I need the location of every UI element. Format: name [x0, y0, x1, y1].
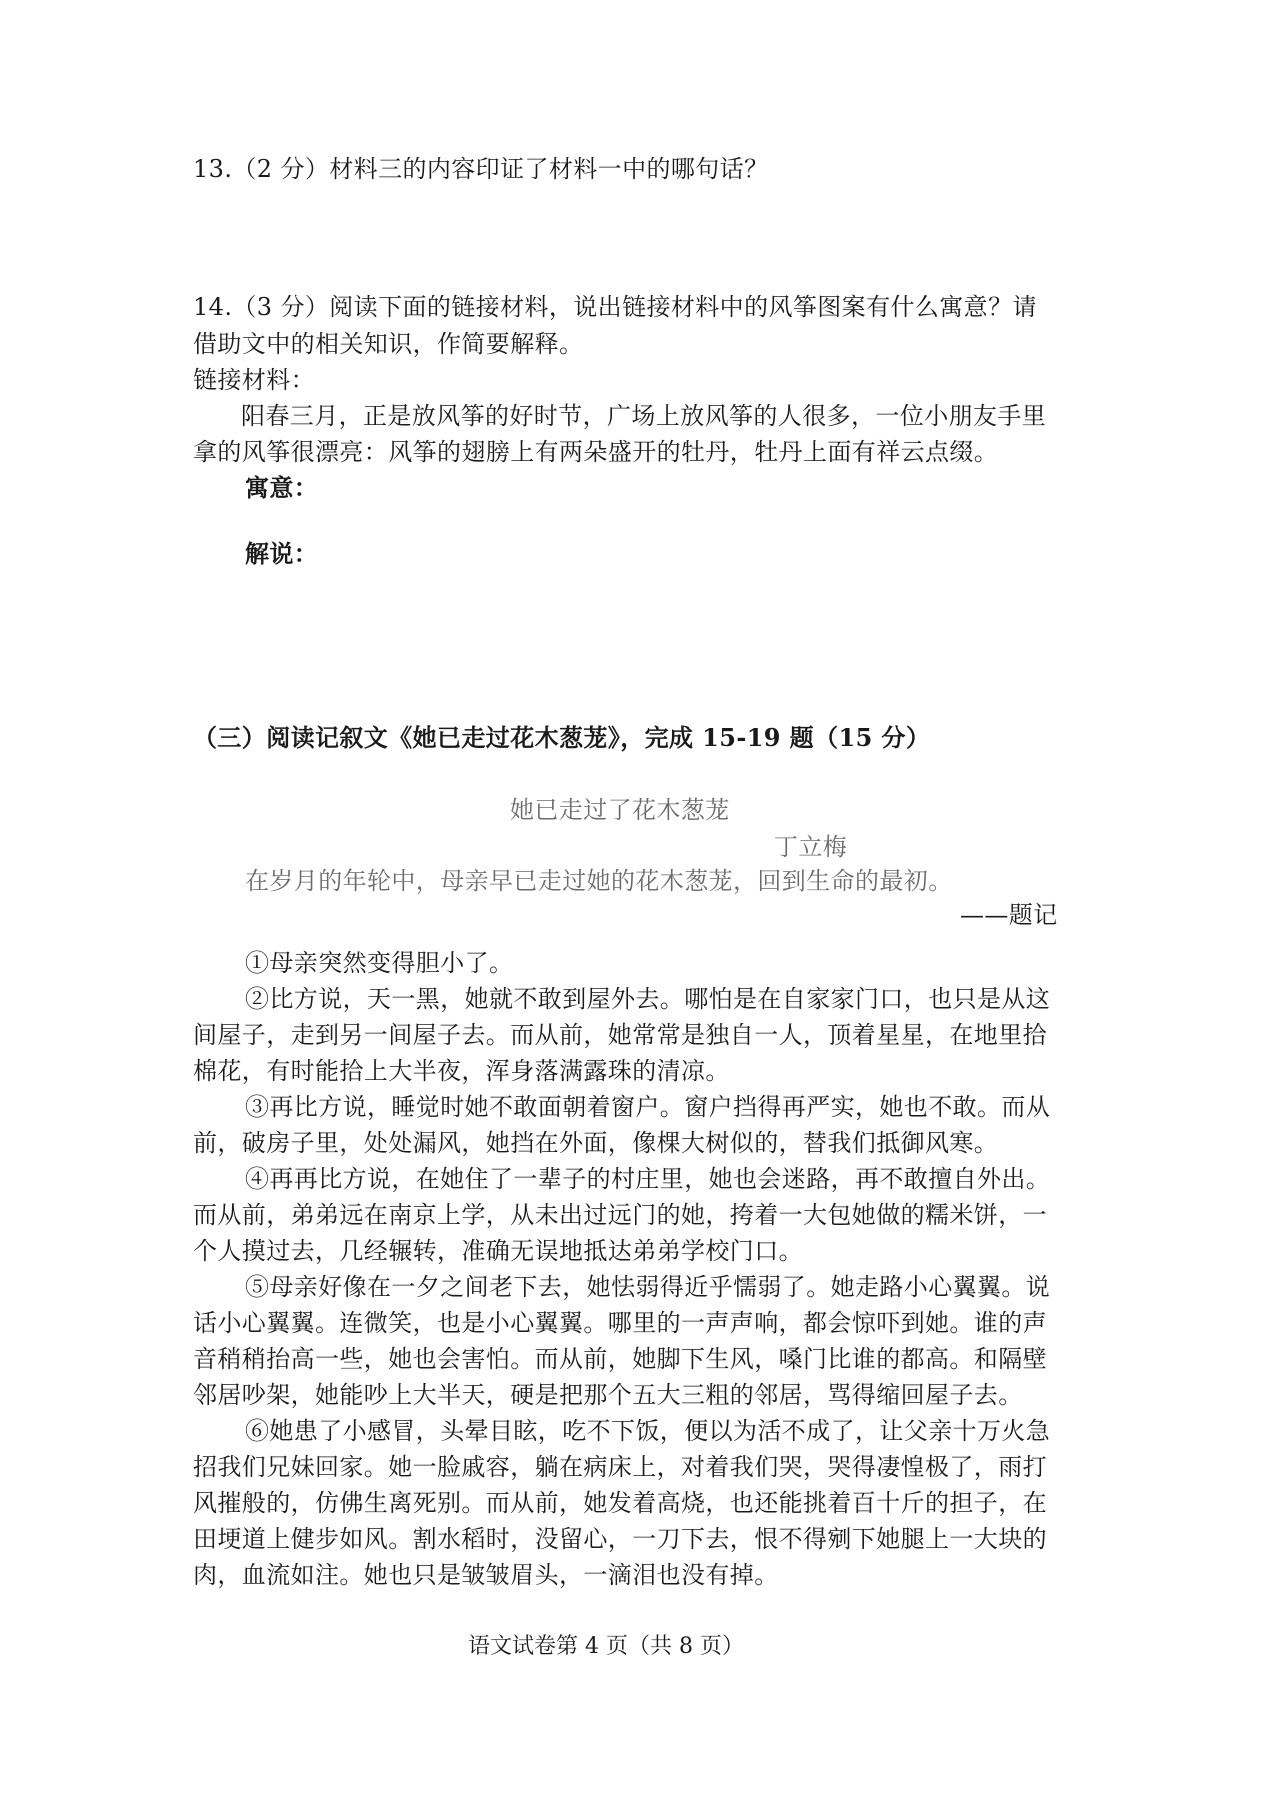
article-line: ⑥她患了小感冒，头晕目眩，吃不下饭，便以为活不成了，让父亲十万火急 — [245, 1417, 1051, 1445]
article-line: 邻居吵架，她能吵上大半天，硬是把那个五大三粗的邻居，骂得缩回屋子去。 — [193, 1381, 1023, 1409]
article-line: 风摧般的，仿佛生离死别。而从前，她发着高烧，也还能挑着百十斤的担子，在 — [193, 1489, 1047, 1517]
link-material-line-2: 拿的风筝很漂亮：风筝的翅膀上有两朵盛开的牡丹，牡丹上面有祥云点缀。 — [193, 438, 999, 466]
article-line: 个人摸过去，几经辗转，准确无误地抵达弟弟学校门口。 — [193, 1237, 803, 1265]
section-3-heading: （三）阅读记叙文《她已走过花木葱茏》，完成 15-19 题（15 分） — [193, 723, 931, 752]
article-line: 前，破房子里，处处漏风，她挡在外面，像棵大树似的，替我们抵御风寒。 — [193, 1129, 999, 1157]
article-line: ④再再比方说，在她住了一辈子的村庄里，她也会迷路，再不敢擅自外出。 — [245, 1165, 1051, 1193]
question-14-line-1: 14.（3 分）阅读下面的链接材料，说出链接材料中的风筝图案有什么寓意？请 — [193, 293, 1037, 321]
article-author: 丁立梅 — [774, 833, 848, 861]
article-line: 棉花，有时能拾上大半夜，浑身落满露珠的清凉。 — [193, 1057, 730, 1085]
question-14-line-2: 借助文中的相关知识，作简要解释。 — [193, 330, 584, 358]
article-title: 她已走过了花木葱茏 — [510, 796, 730, 824]
page-footer: 语文试卷第 4 页（共 8 页） — [468, 1634, 744, 1659]
article-line: 招我们兄妹回家。她一脸戚容，躺在病床上，对着我们哭，哭得凄惶极了，雨打 — [193, 1453, 1047, 1481]
explain-label: 解说： — [245, 539, 319, 568]
article-line: 而从前，弟弟远在南京上学，从未出过远门的她，挎着一大包她做的糯米饼，一 — [193, 1201, 1047, 1229]
link-material-label: 链接材料： — [193, 366, 315, 394]
link-material-line-1: 阳春三月，正是放风筝的好时节，广场上放风筝的人很多，一位小朋友手里 — [241, 402, 1047, 430]
article-line: 话小心翼翼。连微笑，也是小心翼翼。哪里的一声声响，都会惊吓到她。谁的声 — [193, 1309, 1047, 1337]
article-line: ①母亲突然变得胆小了。 — [245, 949, 514, 977]
article-line: 音稍稍抬高一些，她也会害怕。而从前，她脚下生风，嗓门比谁的都高。和隔壁 — [193, 1345, 1047, 1373]
article-line: ⑤母亲好像在一夕之间老下去，她怯弱得近乎懦弱了。她走路小心翼翼。说 — [245, 1273, 1051, 1301]
article-epigraph: 在岁月的年轮中，母亲早已走过她的花木葱茏，回到生命的最初。 — [245, 867, 953, 895]
article-line: 田埂道上健步如风。割水稻时，没留心，一刀下去，恨不得剜下她腿上一大块的 — [193, 1525, 1047, 1553]
epigraph-source: ——题记 — [960, 901, 1058, 929]
question-13: 13.（2 分）材料三的内容印证了材料一中的哪句话？ — [193, 155, 769, 183]
article-line: 间屋子，走到另一间屋子去。而从前，她常常是独自一人，顶着星星，在地里拾 — [193, 1021, 1047, 1049]
article-line: ②比方说，天一黑，她就不敢到屋外去。哪怕是在自家家门口，也只是从这 — [245, 985, 1051, 1013]
meaning-label: 寓意： — [245, 473, 319, 502]
article-line: ③再比方说，睡觉时她不敢面朝着窗户。窗户挡得再严实，她也不敢。而从 — [245, 1093, 1051, 1121]
article-line: 肉，血流如注。她也只是皱皱眉头，一滴泪也没有掉。 — [193, 1561, 779, 1589]
